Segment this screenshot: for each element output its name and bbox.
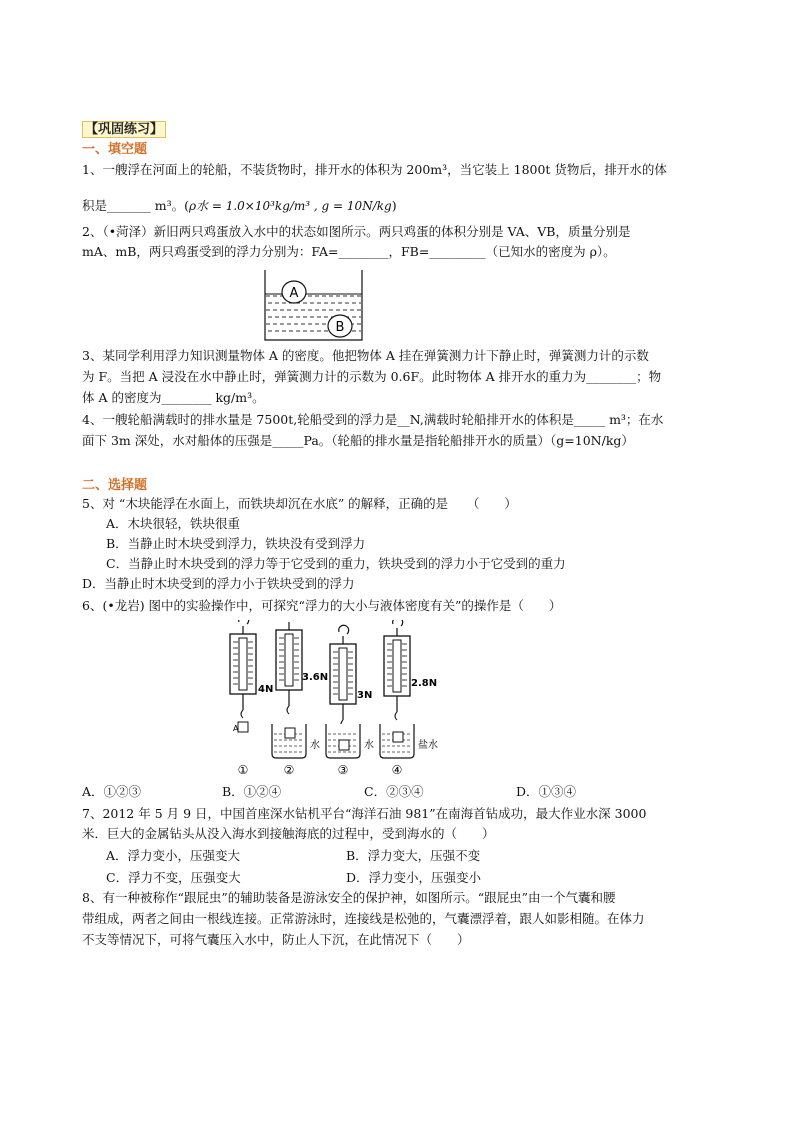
q5-stem: 5、对 “木块能浮在水面上，而铁块却沉在水底” 的解释，正确的是 （ ）	[82, 496, 517, 511]
q3-line3: 体 A 的密度为________ kg/m³。	[82, 390, 265, 405]
q6-option-c: C．②③④	[364, 784, 424, 799]
q8-line2: 带组成，两者之间由一根线连接。正常游泳时，连接线是松弛的，气囊漂浮着，跟人如影相随。在体力	[82, 911, 645, 926]
reading-2: 3.6N	[302, 672, 329, 683]
egg-container-figure	[262, 268, 366, 342]
scale-2	[276, 620, 302, 714]
egg-a-label: A	[289, 286, 299, 301]
q5-option-b: B．当静止时木块受到浮力，铁块没有受到浮力	[106, 536, 366, 551]
q2-line2: mA、mB，两只鸡蛋受到的浮力分别为：FA=________，FB=_________（已知水的密度为 ρ）。	[82, 244, 616, 259]
q2-line1: 2、（•菏泽）新旧两只鸡蛋放入水中的状态如图所示。两只鸡蛋的体积分别是 VA、VB，质量分别是	[82, 224, 631, 239]
q3-line1: 3、某同学利用浮力知识测量物体 A 的密度。他把物体 A 挂在弹簧测力计下静止时，弹簧测力计的示数	[82, 348, 649, 363]
q6-option-b: B．①②④	[222, 784, 282, 799]
q4-line2: 面下 3m 深处，水对船体的压强是_____Pa。（轮船的排水量是指轮船排开水的质量）（g=10N/kg）	[82, 433, 634, 448]
scale-4	[384, 620, 410, 720]
reading-3: 3N	[357, 690, 373, 701]
q5-option-c: C．当静止时木块受到的浮力等于它受到的重力，铁块受到的浮力小于它受到的重力	[106, 556, 566, 571]
scale-3	[330, 625, 356, 728]
spring-scale-figure	[224, 620, 464, 780]
q1-formula: ρ水 = 1.0×10³kg/m³ , g = 10N/kg	[188, 199, 392, 213]
q5-option-d: D．当静止时木块受到的浮力小于铁块受到的浮力	[82, 576, 355, 591]
num-4: ④	[391, 763, 403, 777]
q6-stem: 6、(•龙岩) 图中的实验操作中，可探究“浮力的大小与液体密度有关”的操作是（ ）	[82, 598, 562, 613]
q3-line2: 为 F。当把 A 浸没在水中静止时，弹簧测力计的示数为 0.6F。此时物体 A 排开水的重力为________；物	[82, 369, 662, 384]
q7-option-b: B．浮力变大，压强不变	[346, 848, 481, 863]
q6-option-d: D．①③④	[516, 784, 577, 799]
q8-line1: 8、有一种被称作“跟屁虫”的辅助装备是游泳安全的保护神，如图所示。“跟屁虫”由一个气囊和腰	[82, 890, 616, 905]
q4-line1: 4、一艘轮船满载时的排水量是 7500t,轮船受到的浮力是__N,满载时轮船排开水的体积是_____ m³；在水	[82, 412, 664, 427]
section-fill-title: 一、填空题	[82, 142, 148, 157]
q1-line1: 1、一艘浮在河面上的轮船，不装货物时，排开水的体积为 200m³，当它装上 1800t 货物后，排开水的体	[82, 162, 667, 177]
reading-1: 4N	[258, 684, 274, 695]
liquid-label-3: 水	[364, 740, 374, 751]
scale-1	[230, 620, 256, 732]
num-1: ①	[237, 763, 249, 777]
q5-option-a: A．木块很轻，铁块很重	[106, 516, 241, 531]
q1-line2: 积是_______ m³。(ρ水 = 1.0×10³kg/m³ , g = 10N/kg)	[82, 198, 397, 213]
q7-line2: 米．巨大的金属钻头从没入海水到接触海底的过程中，受到海水的（ ）	[82, 826, 495, 841]
section-header: 【巩固练习】	[82, 118, 166, 137]
liquid-label-2: 水	[310, 740, 320, 751]
liquid-label-4: 盐水	[418, 740, 438, 751]
section-choice-title: 二、选择题	[82, 478, 148, 493]
q7-option-d: D．浮力变小，压强变小	[346, 870, 482, 885]
q7-option-c: C．浮力不变，压强变大	[106, 870, 241, 885]
q7-option-a: A．浮力变小，压强变大	[106, 848, 241, 863]
reading-4: 2.8N	[411, 678, 438, 689]
num-2: ②	[283, 763, 295, 777]
block-label-1: A	[233, 724, 239, 733]
num-3: ③	[337, 763, 349, 777]
q7-line1: 7、2012 年 5 月 9 日，中国首座深水钻机平台“海洋石油 981”在南海首钻成功，最大作业水深 3000	[82, 806, 647, 821]
q6-option-a: A．①②③	[82, 784, 142, 799]
egg-b-label: B	[335, 320, 345, 335]
q8-line3: 不支等情况下，可将气囊压入水中，防止人下沉，在此情况下（ ）	[82, 932, 470, 947]
